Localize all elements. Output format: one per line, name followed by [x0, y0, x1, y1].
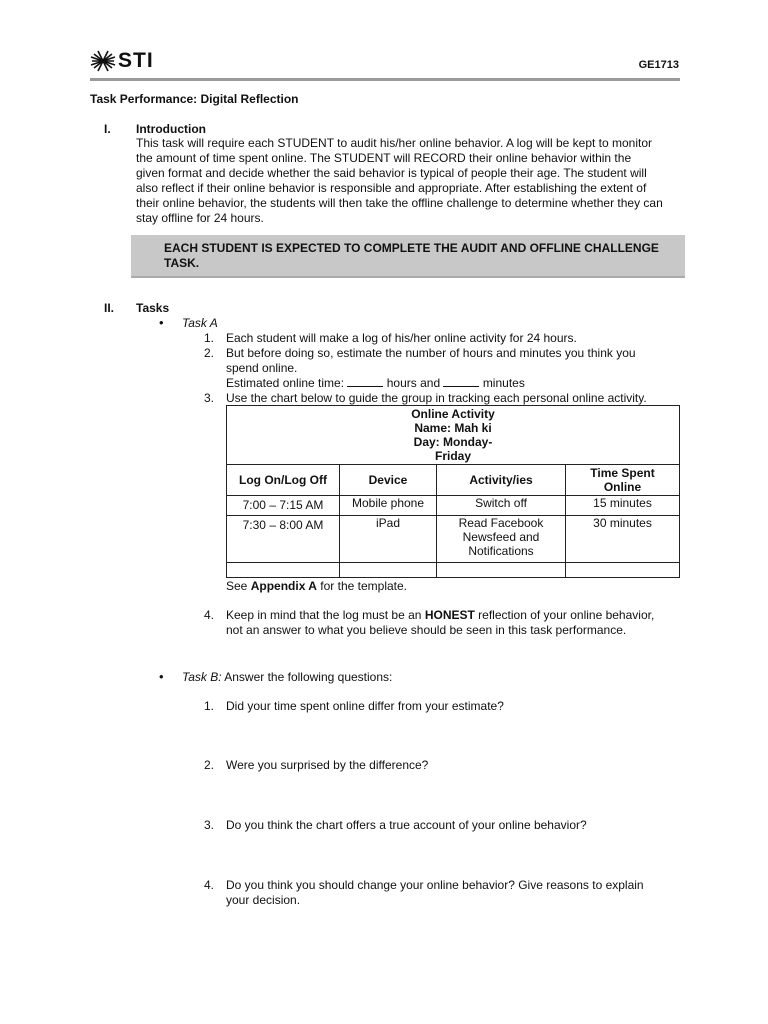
table-row — [227, 496, 680, 516]
question-1: Did your time spent online differ from your estimate? — [226, 699, 504, 713]
appendix-note-pre: See — [226, 579, 248, 593]
page-title: Task Performance: Digital Reflection — [90, 92, 299, 106]
column-header: Device — [340, 465, 437, 496]
item-2-line: But before doing so, estimate the number of hours and minutes you think you — [226, 346, 636, 360]
question-3-number: 3. — [203, 818, 214, 832]
header-divider — [90, 78, 680, 81]
section-1-number: I. — [104, 122, 111, 136]
task-a-item-3: Use the chart below to guide the group in tracking each personal online activity. — [226, 391, 647, 405]
section-2-number: II. — [104, 301, 115, 315]
intro-line: This task will require each STUDENT to audit his/her online behavior. A log will be kept to monitor — [136, 136, 653, 150]
table-cell: Mobile phone — [340, 496, 437, 516]
task-a-item-2 — [226, 346, 680, 391]
table-header-row — [227, 465, 680, 496]
activity-line: Read Facebook — [458, 516, 544, 530]
column-header — [566, 465, 680, 496]
logo-burst-icon — [90, 50, 116, 72]
activity-line: Newsfeed and — [462, 530, 540, 544]
introduction-paragraph — [136, 136, 679, 226]
question-4-line: your decision. — [226, 893, 301, 907]
item-2-line: spend online. — [226, 361, 298, 375]
table-title-line: Day: Monday- — [413, 435, 493, 449]
table-cell: iPad — [340, 516, 437, 563]
item-4-line-2: not an answer to what you believe should be seen in this task performance. — [226, 623, 627, 637]
table-row — [227, 516, 680, 563]
task-b-header — [182, 670, 392, 685]
task-a-item-3-number: 3. — [203, 391, 214, 405]
question-3: Do you think the chart offers a true account of your online behavior? — [226, 818, 587, 832]
activity-line: Notifications — [468, 544, 534, 558]
question-2-number: 2. — [203, 758, 214, 772]
task-a-item-1-number: 1. — [203, 331, 214, 345]
section-1-heading: Introduction — [136, 122, 206, 136]
intro-line: stay offline for 24 hours. — [136, 211, 264, 225]
question-2: Were you surprised by the difference? — [226, 758, 429, 772]
task-a-item-2-number: 2. — [203, 346, 214, 360]
table-cell: Switch off — [437, 496, 566, 516]
task-b-intro: Answer the following questions: — [224, 670, 393, 684]
column-header-line: Time Spent — [590, 466, 655, 480]
intro-line: their online behavior, the students will then take the offline challenge to determine whether they can — [136, 196, 663, 210]
task-a-item-4 — [226, 608, 680, 638]
table-cell-empty[interactable] — [227, 563, 340, 578]
intro-line: the amount of time spent online. The STUDENT will RECORD their online behavior within the — [136, 151, 632, 165]
table-cell-empty[interactable] — [340, 563, 437, 578]
online-activity-table — [226, 405, 680, 578]
section-2-heading: Tasks — [136, 301, 170, 315]
notice-box — [131, 235, 685, 278]
appendix-note-bold: Appendix A — [250, 579, 317, 593]
table-cell — [437, 516, 566, 563]
table-title-line: Name: Mah ki — [414, 421, 492, 435]
item-4-pre: Keep in mind that the log must be an — [226, 608, 422, 622]
task-b-label: Task B: — [182, 670, 222, 684]
table-title-line: Friday — [434, 449, 471, 463]
question-4 — [226, 878, 680, 908]
table-title-cell — [227, 406, 680, 465]
intro-line: given format and decide whether the said behavior is typical of people their age. The student will — [136, 166, 647, 180]
table-title-line: Online Activity — [411, 407, 495, 421]
column-header-line: Online — [603, 480, 642, 494]
question-1-number: 1. — [203, 699, 214, 713]
task-a-item-4-number: 4. — [203, 608, 214, 622]
table-cell: 15 minutes — [566, 496, 680, 516]
item-4-bold: HONEST — [424, 608, 475, 622]
notice-line: TASK. — [164, 256, 200, 270]
notice-line: EACH STUDENT IS EXPECTED TO COMPLETE THE AUDIT AND OFFLINE CHALLENGE — [164, 241, 659, 255]
minutes-blank[interactable] — [443, 376, 479, 387]
appendix-note-post: for the template. — [320, 579, 407, 593]
column-header: Activity/ies — [437, 465, 566, 496]
bullet-task-a: • — [159, 315, 164, 330]
estimate-prefix: Estimated online time: — [226, 376, 345, 390]
table-title-row — [227, 406, 680, 465]
table-cell-empty[interactable] — [437, 563, 566, 578]
bullet-task-b: • — [159, 669, 164, 684]
table-cell-empty[interactable] — [566, 563, 680, 578]
estimate-line — [226, 376, 680, 391]
appendix-note — [226, 579, 407, 594]
item-4-post: reflection of your online behavior, — [478, 608, 655, 622]
column-header: Log On/Log Off — [227, 465, 340, 496]
table-cell: 30 minutes — [566, 516, 680, 563]
notice-text — [164, 241, 674, 271]
table-cell: 7:30 – 8:00 AM — [227, 516, 340, 563]
logo-text: STI — [118, 49, 154, 72]
hours-blank[interactable] — [347, 376, 383, 387]
estimate-hours-label: hours and — [386, 376, 441, 390]
question-4-number: 4. — [203, 878, 214, 892]
sti-logo — [90, 49, 154, 73]
table-cell: 7:00 – 7:15 AM — [227, 496, 340, 516]
document-code: GE1713 — [638, 59, 679, 71]
task-a-label: Task A — [182, 316, 218, 330]
item-4-line — [226, 608, 680, 623]
intro-line: also reflect if their online behavior is responsible and appropriate. After establishing the extent of — [136, 181, 647, 195]
task-a-item-1: Each student will make a log of his/her online activity for 24 hours. — [226, 331, 577, 345]
table-row-empty — [227, 563, 680, 578]
estimate-minutes-label: minutes — [482, 376, 525, 390]
question-4-line: Do you think you should change your online behavior? Give reasons to explain — [226, 878, 644, 892]
